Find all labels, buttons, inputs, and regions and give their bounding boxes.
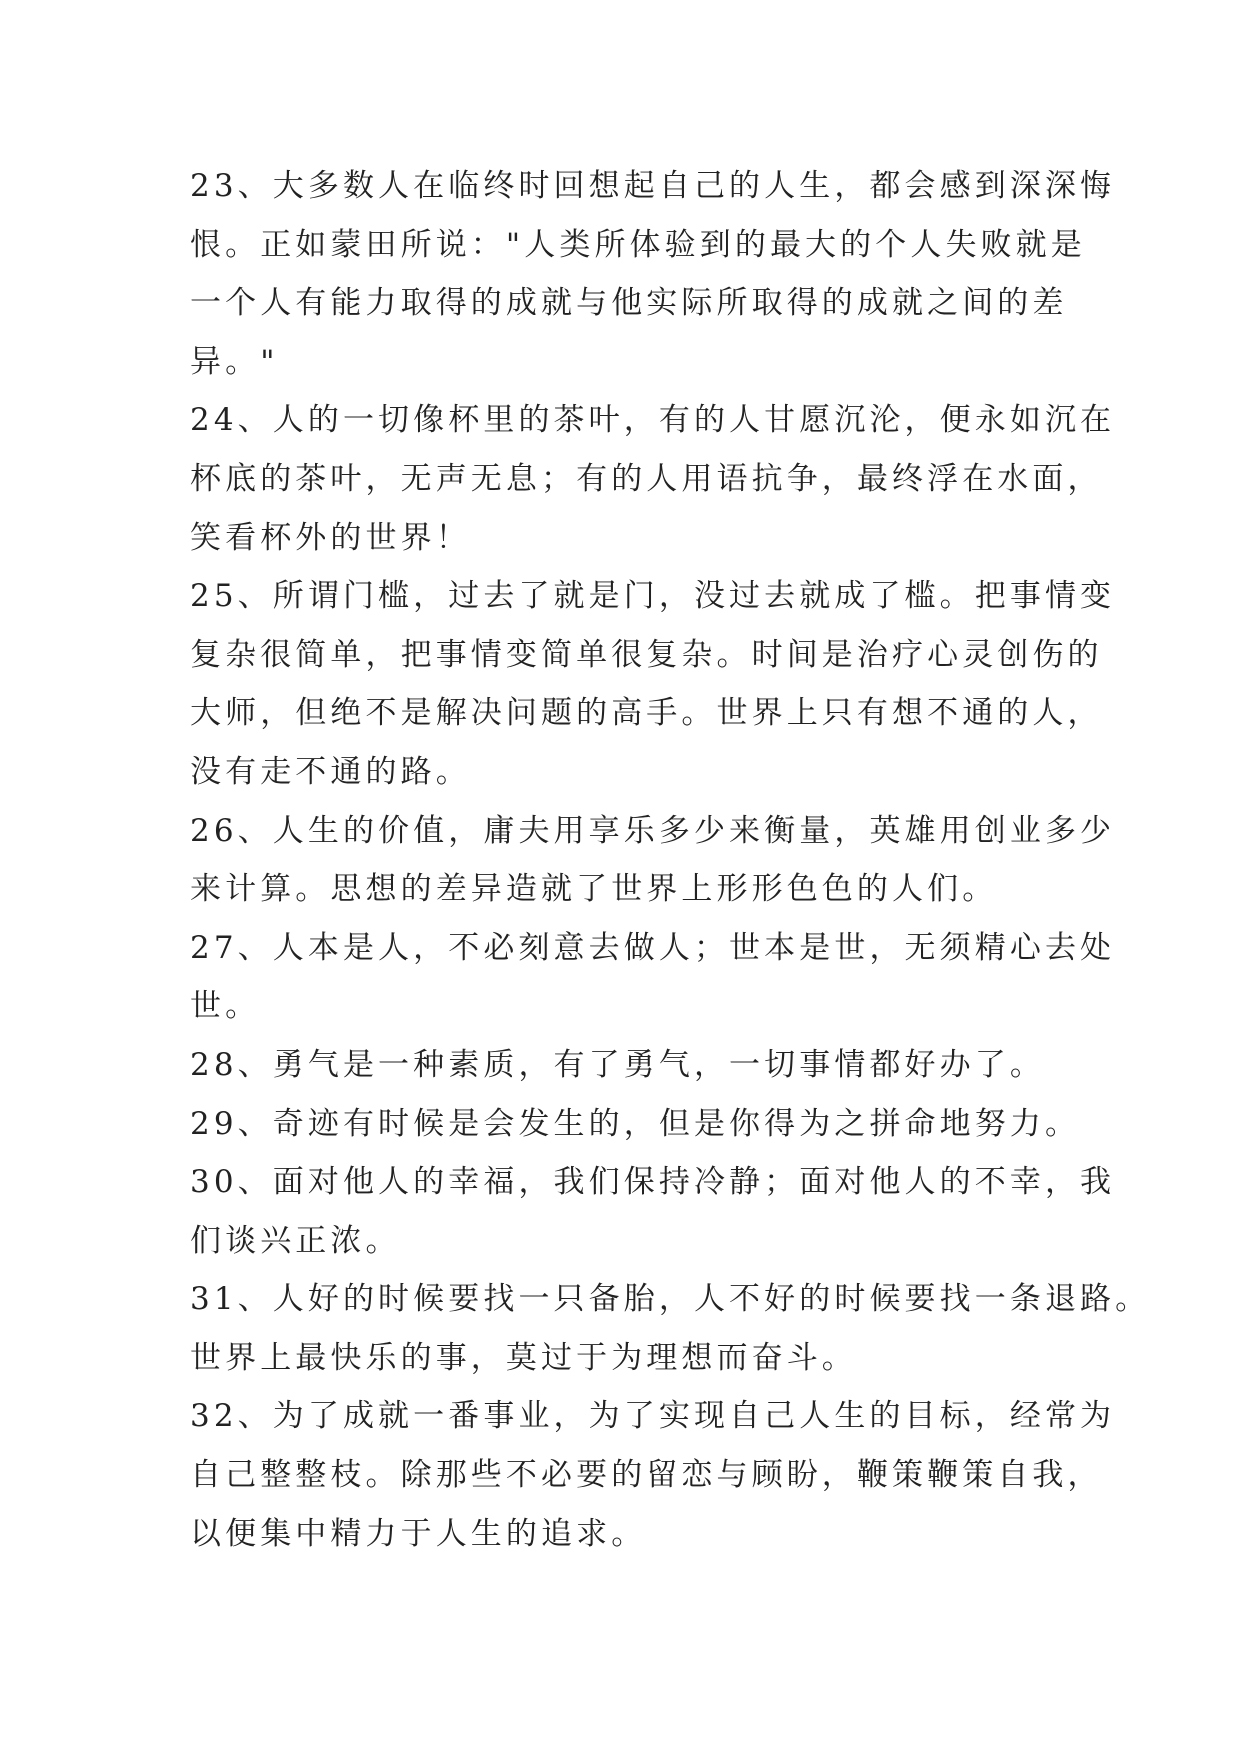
text-line: 没有走不通的路。 bbox=[190, 753, 471, 790]
text-line: 23、大多数人在临终时回想起自己的人生，都会感到深深悔 bbox=[190, 168, 1116, 204]
text-line: 一个人有能力取得的成就与他实际所取得的成就之间的差 bbox=[190, 285, 1068, 322]
text-line: 32、为了成就一番事业，为了实现自己人生的目标，经常为 bbox=[190, 1398, 1116, 1435]
text-line: 们谈兴正浓。 bbox=[190, 1222, 401, 1259]
text-line: 29、奇迹有时候是会发生的，但是你得为之拼命地努力。 bbox=[190, 1105, 1081, 1142]
text-line: 复杂很简单，把事情变简单很复杂。时间是治疗心灵创伤的 bbox=[190, 636, 1103, 673]
text-line: 世界上最快乐的事，莫过于为理想而奋斗。 bbox=[190, 1339, 857, 1376]
text-line: 世。 bbox=[190, 988, 261, 1025]
text-line: 自己整整枝。除那些不必要的留恋与顾盼，鞭策鞭策自我， bbox=[190, 1457, 1103, 1494]
text-line: 大师，但绝不是解决问题的高手。世界上只有想不通的人， bbox=[190, 695, 1103, 732]
text-line: 28、勇气是一种素质，有了勇气，一切事情都好办了。 bbox=[190, 1046, 1045, 1083]
text-line: 30、面对他人的幸福，我们保持冷静；面对他人的不幸，我 bbox=[190, 1164, 1116, 1201]
text-line: 31、人好的时候要找一只备胎，人不好的时候要找一条退路。 bbox=[190, 1281, 1151, 1318]
text-line: 来计算。思想的差异造就了世界上形形色色的人们。 bbox=[190, 871, 998, 908]
text-line: 24、人的一切像杯里的茶叶，有的人甘愿沉沦，便永如沉在 bbox=[190, 402, 1116, 439]
text-line: 笑看杯外的世界！ bbox=[190, 519, 471, 556]
text-line: 杯底的茶叶，无声无息；有的人用语抗争，最终浮在水面， bbox=[190, 460, 1103, 497]
text-line: 异。" bbox=[190, 343, 279, 380]
text-line: 26、人生的价值，庸夫用享乐多少来衡量，英雄用创业多少 bbox=[190, 812, 1116, 849]
text-line: 25、所谓门槛，过去了就是门，没过去就成了槛。把事情变 bbox=[190, 578, 1116, 615]
text-line: 以便集中精力于人生的追求。 bbox=[190, 1515, 647, 1552]
text-line: 恨。正如蒙田所说："人类所体验到的最大的个人失败就是 bbox=[190, 226, 1086, 263]
document-body bbox=[190, 157, 1151, 1563]
text-line: 27、人本是人，不必刻意去做人；世本是世，无须精心去处 bbox=[190, 929, 1116, 966]
